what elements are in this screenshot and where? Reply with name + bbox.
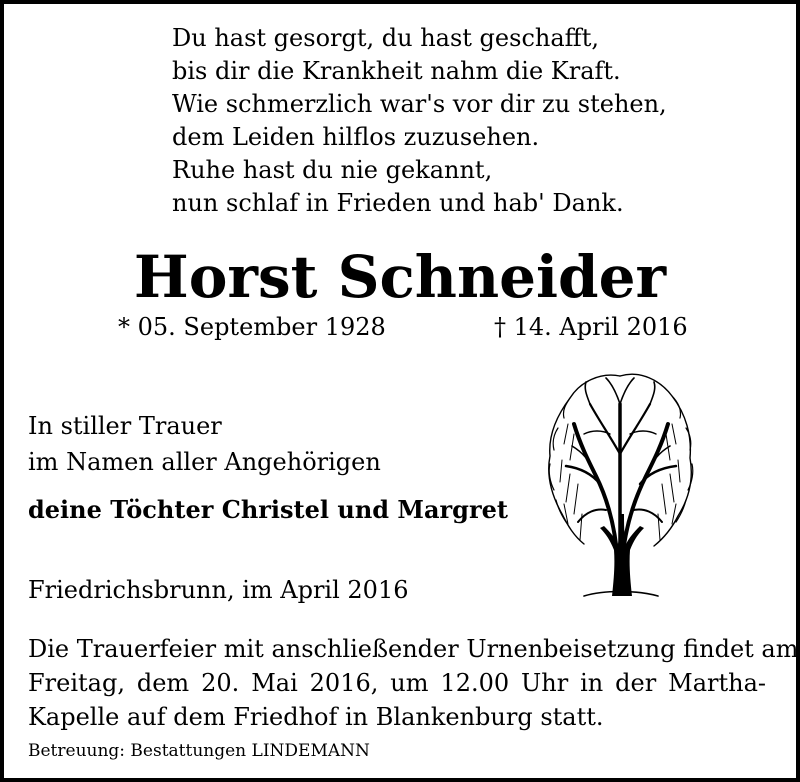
ceremony-notice bbox=[28, 632, 799, 734]
mourning-lines bbox=[28, 408, 381, 480]
undertaker-credit: Betreuung: Bestattungen LINDEMANN bbox=[28, 741, 370, 761]
ceremony-line: Kapelle auf dem Friedhof in Blankenburg statt. bbox=[28, 703, 604, 731]
mourning-line: im Namen aller Angehörigen bbox=[28, 448, 381, 476]
family-names: deine Töchter Christel und Margret bbox=[28, 495, 508, 524]
ceremony-line: Freitag, dem 20. Mai 2016, um 12.00 Uhr in der Martha- bbox=[28, 669, 766, 697]
poem-line: Ruhe hast du nie gekannt, bbox=[172, 156, 493, 184]
deceased-name: Horst Schneider bbox=[133, 243, 667, 311]
memorial-poem bbox=[172, 22, 667, 220]
mourning-line: In stiller Trauer bbox=[28, 412, 222, 440]
poem-line: Wie schmerzlich war's vor dir zu stehen, bbox=[172, 90, 667, 118]
death-date: † 14. April 2016 bbox=[494, 313, 688, 341]
tree-icon bbox=[540, 364, 700, 604]
poem-line: Du hast gesorgt, du hast geschafft, bbox=[172, 24, 599, 52]
poem-line: dem Leiden hilflos zuzusehen. bbox=[172, 123, 540, 151]
birth-date: * 05. September 1928 bbox=[118, 313, 386, 341]
place-and-date: Friedrichsbrunn, im April 2016 bbox=[28, 576, 409, 604]
poem-line: bis dir die Krankheit nahm die Kraft. bbox=[172, 57, 621, 85]
ceremony-line: Die Trauerfeier mit anschließender Urnenbeisetzung findet am bbox=[28, 635, 799, 663]
poem-line: nun schlaf in Frieden und hab' Dank. bbox=[172, 189, 624, 217]
